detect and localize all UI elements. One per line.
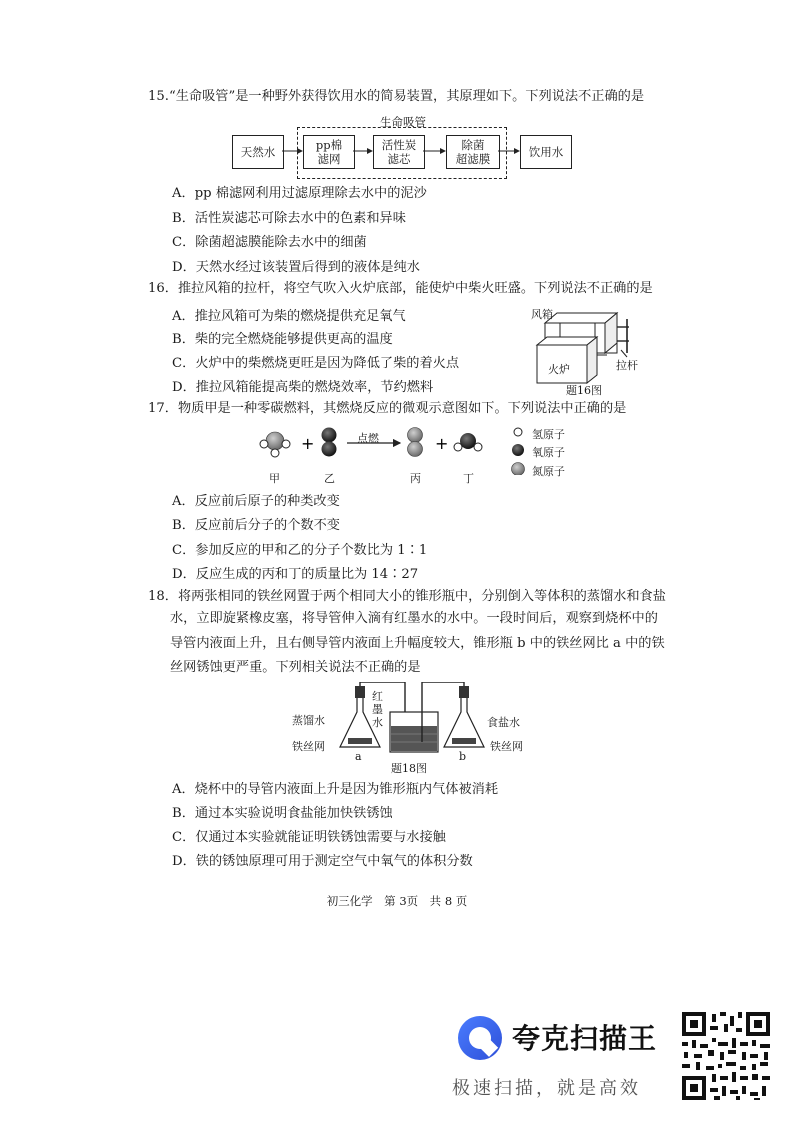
q16-option-d: D．推拉风箱能提高柴的燃烧效率，节约燃料 — [172, 380, 434, 395]
q18-label-flask-b: b — [459, 750, 467, 763]
q16-label-bellows: 风箱 — [531, 308, 553, 321]
q18-label-distilled-water: 蒸馏水 — [292, 714, 325, 727]
svg-text:+: + — [435, 434, 449, 453]
q15-option-a: A．pp 棉滤网利用过滤原理除去水中的泥沙 — [172, 186, 427, 201]
quark-logo-icon — [455, 1013, 505, 1063]
q15-box-pp-filter: pp棉 滤网 — [303, 135, 355, 169]
q16-label-rod: 拉杆 — [616, 359, 638, 372]
q18-stem-line-4: 丝网锈蚀更严重。下列相关说法不正确的是 — [170, 660, 421, 675]
q17-option-c: C．参加反应的甲和乙的分子个数比为 1∶1 — [172, 543, 428, 558]
q18-stem-line-1: 18．将两张相同的铁丝网置于两个相同大小的锥形瓶中，分别倒入等体积的蒸馏水和食盐 — [148, 589, 666, 604]
watermark-slogan: 极速扫描，就是高效 — [452, 1078, 641, 1099]
q18-label-flask-a: a — [355, 750, 362, 763]
q17-legend-nitrogen: 氮原子 — [532, 465, 565, 478]
q18-option-c: C．仅通过本实验就能证明铁锈蚀需要与水接触 — [172, 830, 446, 845]
q15-group-label: 生命吸管 — [380, 115, 426, 129]
qr-code-icon — [680, 1010, 772, 1102]
q18-stem-line-3: 导管内液面上升，且右侧导管内液面上升幅度较大，锥形瓶 b 中的铁丝网比 a 中的铁 — [170, 636, 665, 651]
q15-stem: 15.“生命吸管”是一种野外获得饮用水的简易装置，其原理如下。下列说法不正确的是 — [148, 89, 645, 104]
svg-text:+: + — [301, 434, 315, 453]
q15-box-drinking-water: 饮用水 — [520, 135, 572, 169]
page-footer: 初三化学 第 3页 共 8 页 — [326, 894, 468, 908]
q15-box-uf-membrane: 除菌 超滤膜 — [446, 135, 500, 169]
q15-box-natural-water: 天然水 — [232, 135, 284, 169]
q17-legend-oxygen: 氧原子 — [532, 446, 565, 459]
q17-stem: 17．物质甲是一种零碳燃料，其燃烧反应的微观示意图如下。下列说法中正确的是 — [148, 401, 627, 416]
q17-option-d: D．反应生成的丙和丁的质量比为 14∶27 — [172, 567, 419, 582]
q17-option-b: B．反应前后分子的个数不变 — [172, 518, 340, 533]
q18-option-a: A．烧杯中的导管内液面上升是因为锥形瓶内气体被消耗 — [172, 782, 499, 797]
q18-label-red-ink: 红 墨 水 — [372, 690, 383, 729]
q16-option-b: B．柴的完全燃烧能够提供更高的温度 — [172, 332, 393, 347]
q16-caption: 题16图 — [566, 384, 602, 397]
q18-label-salt-water: 食盐水 — [487, 716, 520, 729]
q17-name-jia: 甲 — [269, 472, 280, 485]
q16-option-c: C．火炉中的柴燃烧更旺是因为降低了柴的着火点 — [172, 356, 460, 371]
q17-condition: 点燃 — [357, 432, 379, 445]
q17-option-a: A．反应前后原子的种类改变 — [172, 494, 340, 509]
q15-box-carbon-filter: 活性炭 滤芯 — [373, 135, 425, 169]
q18-label-left-mesh: 铁丝网 — [292, 740, 325, 753]
q17-name-yi: 乙 — [324, 472, 335, 485]
q16-label-stove: 火炉 — [548, 363, 570, 376]
q17-name-ding: 丁 — [463, 472, 474, 485]
q18-caption: 题18图 — [391, 762, 427, 775]
q18-option-d: D．铁的锈蚀原理可用于测定空气中氧气的体积分数 — [172, 854, 473, 869]
watermark-brand: 夸克扫描王 — [512, 1022, 658, 1055]
q17-name-bing: 丙 — [410, 472, 421, 485]
q18-stem-line-2: 水，立即旋紧橡皮塞，将导管伸入滴有红墨水的水中。一段时间后，观察到烧杯中的 — [170, 611, 658, 626]
q15-option-d: D．天然水经过该装置后得到的液体是纯水 — [172, 260, 420, 275]
q18-option-b: B．通过本实验说明食盐能加快铁锈蚀 — [172, 806, 393, 821]
q15-option-b: B．活性炭滤芯可除去水中的色素和异味 — [172, 211, 406, 226]
q18-label-right-mesh: 铁丝网 — [490, 740, 523, 753]
q16-stem: 16．推拉风箱的拉杆，将空气吹入火炉底部，能使炉中柴火旺盛。下列说法不正确的是 — [148, 281, 653, 296]
q17-legend-hydrogen: 氢原子 — [532, 428, 565, 441]
q16-option-a: A．推拉风箱可为柴的燃烧提供充足氧气 — [172, 309, 406, 324]
q15-arrows — [280, 140, 525, 164]
q15-option-c: C．除菌超滤膜能除去水中的细菌 — [172, 235, 367, 250]
q18-flasks-figure — [330, 682, 500, 757]
